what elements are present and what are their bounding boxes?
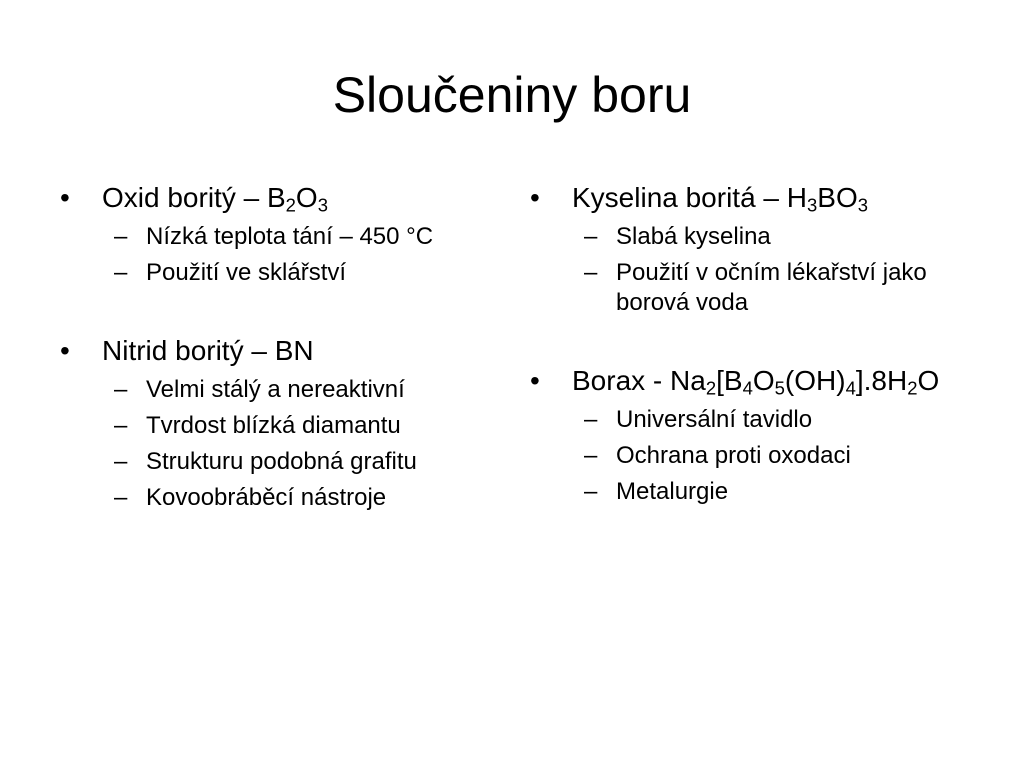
text-run: O <box>917 365 940 396</box>
text-run: O <box>295 182 318 213</box>
sub-item <box>528 441 968 471</box>
sub-item <box>58 258 488 288</box>
text-run: Borax - Na <box>572 365 706 396</box>
sub-item-text: Použití v očním lékařství jako borová voda <box>616 259 927 316</box>
sub-item-text: Nízká teplota tání – 450 °C <box>146 223 434 250</box>
sub-item-text: Tvrdost blízká diamantu <box>146 412 401 439</box>
dash-icon: – <box>114 223 128 250</box>
bullet-line <box>528 180 968 216</box>
sub-item-text: Kovoobráběcí nástroje <box>146 484 387 511</box>
text-run: O <box>752 365 775 396</box>
dash-icon: – <box>584 406 598 433</box>
dash-icon: – <box>584 223 598 250</box>
bullet-item-oxid-bority <box>58 180 488 288</box>
sub-item <box>528 222 968 252</box>
sub-item <box>58 447 488 477</box>
text-run: (OH) <box>784 365 846 396</box>
sub-item-text: Ochrana proti oxodaci <box>616 442 851 469</box>
bullet-text <box>572 363 968 399</box>
bullet-item-kyselina-borita <box>528 180 968 318</box>
slide-title: Sloučeniny boru <box>332 67 692 123</box>
subscript: 2 <box>705 377 717 399</box>
sub-item-text: Metalurgie <box>616 478 729 505</box>
bullet-text <box>102 180 488 216</box>
bullet-line <box>58 180 488 216</box>
bullet-line <box>58 333 488 369</box>
subscript: 2 <box>907 377 918 399</box>
subscript: 2 <box>285 194 296 216</box>
right-column <box>528 180 968 507</box>
bullet-icon: • <box>60 335 70 366</box>
sub-list <box>528 222 968 318</box>
text-run: Nitrid boritý – BN <box>102 335 314 366</box>
sub-item-text: Použití ve sklářství <box>146 259 347 286</box>
text-run: [B <box>716 365 743 396</box>
sub-item-text: Velmi stálý a nereaktivní <box>146 376 405 403</box>
sub-item <box>58 411 488 441</box>
left-column <box>58 180 488 513</box>
sub-item-text: Slabá kyselina <box>616 223 771 250</box>
dash-icon: – <box>584 478 598 505</box>
subscript: 3 <box>807 194 818 216</box>
bullet-item-nitrid-bority <box>58 333 488 513</box>
text-run: BO <box>817 182 858 213</box>
sub-item-text: Strukturu podobná grafitu <box>146 448 417 475</box>
subscript: 4 <box>845 377 856 399</box>
bullet-text <box>102 333 488 369</box>
subscript: 5 <box>774 377 785 399</box>
bullet-text <box>572 180 968 216</box>
sub-item <box>528 258 968 318</box>
sub-item <box>58 483 488 513</box>
subscript: 3 <box>317 194 328 216</box>
sub-item-text: Universální tavidlo <box>616 406 813 433</box>
sub-list <box>58 375 488 513</box>
dash-icon: – <box>584 442 598 469</box>
sub-item <box>58 375 488 405</box>
sub-item <box>528 405 968 435</box>
dash-icon: – <box>114 484 128 511</box>
sub-item <box>528 477 968 507</box>
subscript: 3 <box>857 194 869 216</box>
text-run: ].8H <box>855 365 908 396</box>
bullet-icon: • <box>530 365 540 396</box>
text-run: Oxid boritý – B <box>102 182 286 213</box>
bullet-icon: • <box>530 182 540 213</box>
dash-icon: – <box>114 448 128 475</box>
bullet-line <box>528 363 968 399</box>
dash-icon: – <box>114 259 128 286</box>
dash-icon: – <box>114 376 128 403</box>
bullet-icon: • <box>60 182 70 213</box>
sub-list <box>528 405 968 507</box>
text-run: Kyselina boritá – H <box>572 182 808 213</box>
bullet-item-borax <box>528 363 968 507</box>
sub-item <box>58 222 488 252</box>
dash-icon: – <box>584 259 598 286</box>
dash-icon: – <box>114 412 128 439</box>
sub-list <box>58 222 488 288</box>
subscript: 4 <box>742 377 753 399</box>
